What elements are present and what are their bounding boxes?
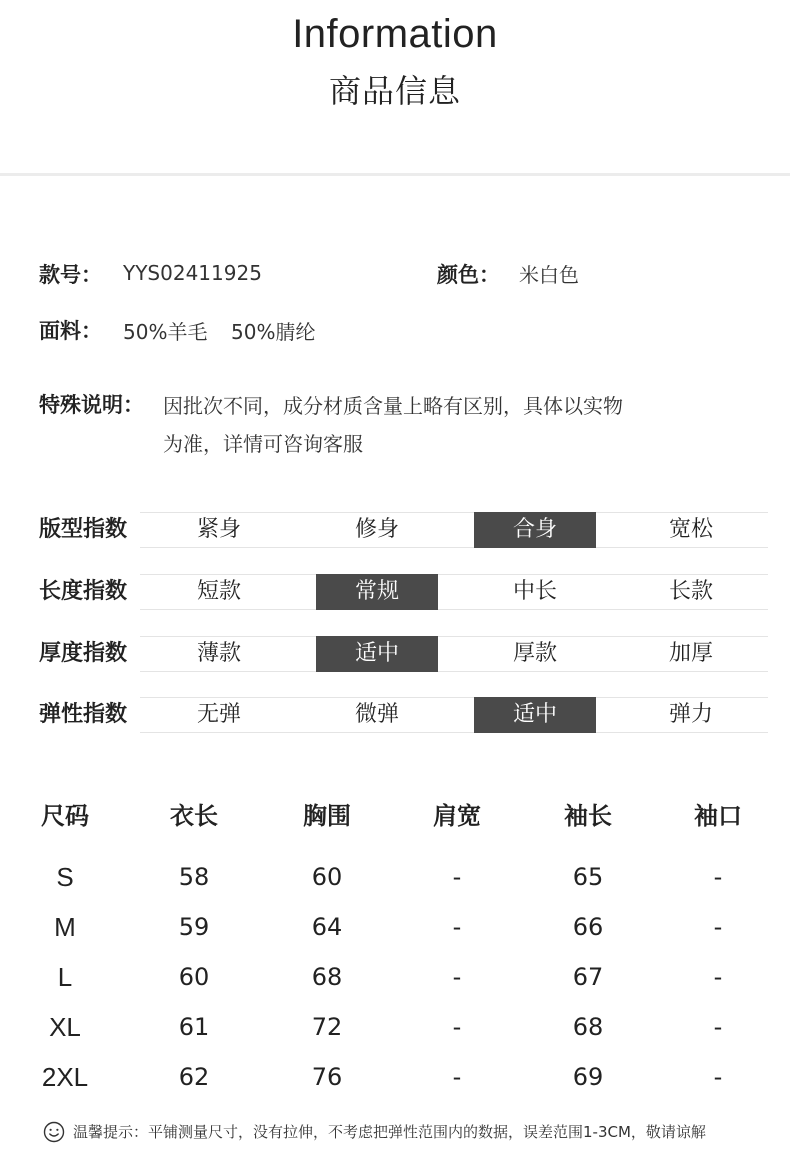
index-label: 厚度指数 (39, 641, 128, 666)
fabric-label: 面料： (39, 319, 102, 343)
index-row (0, 512, 790, 548)
size-label-cell: XL (49, 1012, 81, 1042)
size-value-cell: 66 (572, 913, 604, 941)
index-option-selected: 适中 (474, 697, 596, 733)
size-table-header: 尺码 (41, 802, 89, 830)
size-table-header: 袖长 (564, 802, 612, 830)
style-no-label: 款号： (39, 263, 102, 287)
size-value-cell: 59 (178, 913, 210, 941)
size-value-cell: 67 (572, 963, 604, 991)
index-row (0, 636, 790, 672)
size-label-cell: 2XL (41, 1062, 89, 1092)
size-value-cell: - (713, 963, 723, 991)
size-value-cell: - (713, 1013, 723, 1041)
size-label-cell: M (54, 912, 76, 942)
size-value-cell: 58 (178, 863, 210, 891)
header-divider (0, 173, 790, 176)
fabric-value-2: 50%腈纶 (231, 320, 316, 344)
fabric-value-1: 50%羊毛 (123, 320, 208, 344)
size-value-cell: 65 (572, 863, 604, 891)
size-value-cell: 69 (572, 1063, 604, 1091)
index-option: 中长 (512, 579, 557, 604)
size-value-cell: - (713, 1063, 723, 1091)
size-label-cell: S (56, 862, 74, 892)
size-value-cell: - (713, 863, 723, 891)
size-value-cell: - (713, 913, 723, 941)
size-label-cell: L (57, 962, 73, 992)
index-row (0, 697, 790, 733)
index-row (0, 574, 790, 610)
size-value-cell: 60 (178, 963, 210, 991)
footer-note: 温馨提示：平铺测量尺寸，没有拉伸，不考虑把弹性范围内的数据，误差范围1-3CM，敬请谅解 (73, 1123, 706, 1141)
index-option-selected: 常规 (316, 574, 438, 610)
size-value-cell: - (452, 1063, 462, 1091)
index-option: 修身 (354, 517, 399, 542)
special-note-line-2: 为准，详情可咨询客服 (163, 432, 363, 456)
index-label: 版型指数 (39, 517, 128, 542)
size-value-cell: 76 (311, 1063, 343, 1091)
size-value-cell: 68 (572, 1013, 604, 1041)
size-value-cell: 60 (311, 863, 343, 891)
index-option-selected: 适中 (316, 636, 438, 672)
index-option: 短款 (196, 579, 241, 604)
size-table-header: 胸围 (303, 802, 351, 830)
index-option: 厚款 (512, 641, 557, 666)
special-note-label: 特殊说明： (39, 393, 144, 417)
page-title-en: Information (292, 12, 498, 56)
index-option: 长款 (668, 579, 713, 604)
index-option: 加厚 (668, 641, 713, 666)
style-no-value: YYS02411925 (123, 261, 262, 285)
size-value-cell: - (452, 1013, 462, 1041)
index-label: 长度指数 (39, 579, 128, 604)
size-value-cell: - (452, 963, 462, 991)
size-table-header: 袖口 (694, 802, 742, 830)
index-option-selected: 合身 (474, 512, 596, 548)
size-value-cell: 62 (178, 1063, 210, 1091)
smile-icon (43, 1121, 65, 1143)
size-value-cell: 68 (311, 963, 343, 991)
index-option: 宽松 (668, 517, 713, 542)
index-label: 弹性指数 (39, 702, 128, 727)
index-option: 无弹 (196, 702, 241, 727)
size-value-cell: 72 (311, 1013, 343, 1041)
index-option: 弹力 (668, 702, 713, 727)
size-value-cell: 61 (178, 1013, 210, 1041)
size-table-header: 衣长 (170, 802, 218, 830)
color-value: 米白色 (519, 263, 579, 287)
size-value-cell: 64 (311, 913, 343, 941)
size-value-cell: - (452, 863, 462, 891)
size-value-cell: - (452, 913, 462, 941)
size-table-header: 肩宽 (433, 802, 481, 830)
page-title-cn: 商品信息 (328, 72, 461, 110)
index-option: 薄款 (196, 641, 241, 666)
special-note-line-1: 因批次不同，成分材质含量上略有区别，具体以实物 (163, 394, 623, 418)
color-label: 颜色： (437, 263, 500, 287)
index-option: 微弹 (354, 702, 399, 727)
index-option: 紧身 (196, 517, 241, 542)
